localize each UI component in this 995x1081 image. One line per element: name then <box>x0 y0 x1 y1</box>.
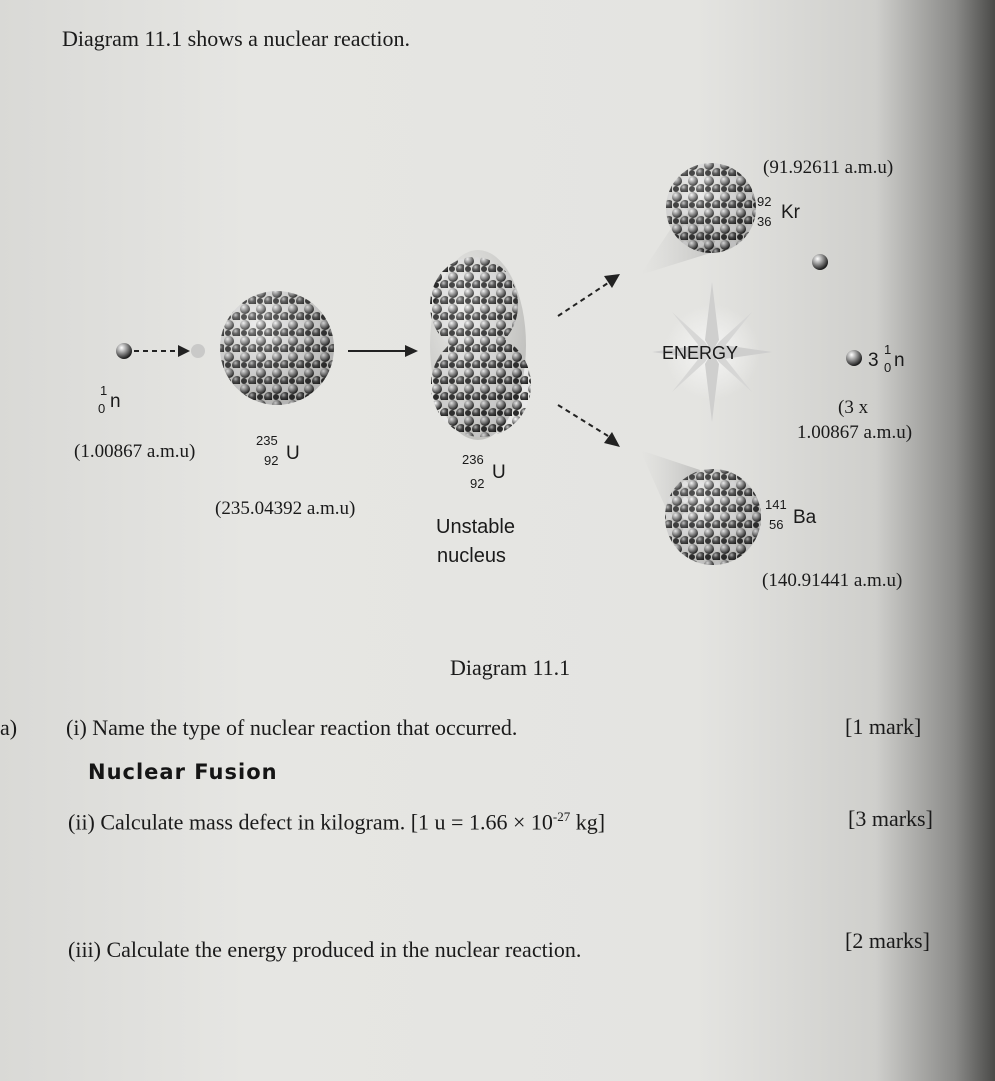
u235-letter: U <box>286 443 300 464</box>
three-neutrons-symbol <box>868 342 928 386</box>
u236-mass-number: 236 <box>462 452 484 467</box>
emitted-neutron <box>812 254 828 270</box>
uranium-235-symbol <box>256 433 316 473</box>
neutrons-coefficient: 3 <box>868 350 879 371</box>
question-1-text: (i) Name the type of nuclear reaction that occurred. <box>66 715 518 740</box>
question-1-marks: [1 mark] <box>845 714 922 739</box>
ba-mass-number: 141 <box>765 497 787 512</box>
nucleus-label: nucleus <box>437 545 506 567</box>
neutrons-atomic-number: 0 <box>884 360 892 375</box>
three-neutrons-icon <box>846 350 862 366</box>
energy-label: ENERGY <box>662 343 739 363</box>
u235-atomic-number: 92 <box>264 453 279 468</box>
neutron-in-symbol <box>98 383 128 423</box>
krypton-symbol <box>757 194 817 234</box>
neutron-in-mass: (1.00867 a.m.u) <box>74 441 196 462</box>
u236-atomic-number: 92 <box>470 476 485 491</box>
incoming-neutron <box>116 343 132 359</box>
arrow-to-krypton <box>558 283 608 316</box>
neutrons-mass-line1: (3 x <box>838 397 869 418</box>
page-heading: Diagram 11.1 shows a nuclear reaction. <box>62 26 411 51</box>
u235-mass-number: 235 <box>256 433 278 448</box>
neutron-in-atomic-number: 0 <box>98 401 106 416</box>
neutron-arrowhead <box>178 345 190 357</box>
question-3-marks: [2 marks] <box>845 928 930 953</box>
question-2-marks: [3 marks] <box>848 806 933 831</box>
neutron-ghost <box>191 344 205 358</box>
part-label: a) <box>0 715 18 740</box>
diagram-caption: Diagram 11.1 <box>450 655 571 680</box>
question-2-text <box>68 809 605 835</box>
question-2-text-suffix: kg] <box>570 809 606 835</box>
ba-letter: Ba <box>793 507 817 528</box>
question-3-text: (iii) Calculate the energy produced in the nuclear reaction. <box>68 937 582 962</box>
question-2-text-prefix: (ii) Calculate mass defect in kilogram. [1 u = 1.66 × 10 <box>68 809 553 835</box>
barium-symbol <box>765 497 825 537</box>
kr-atomic-number: 36 <box>757 214 772 229</box>
arrow-to-barium <box>558 405 608 436</box>
kr-mass-number: 92 <box>757 194 772 209</box>
neutrons-mass-number: 1 <box>884 342 892 357</box>
unstable-label: Unstable <box>436 516 515 538</box>
kr-letter: Kr <box>781 202 800 223</box>
barium-mass: (140.91441 a.m.u) <box>762 570 903 591</box>
question-2-exponent: -27 <box>552 809 571 824</box>
neutron-in-letter: n <box>110 391 121 412</box>
handwritten-answer-1: Nuclear Fusion <box>88 760 278 784</box>
neutron-in-mass-number: 1 <box>100 383 108 398</box>
uranium-235-mass: (235.04392 a.m.u) <box>215 498 356 519</box>
neutrons-mass-line2: 1.00867 a.m.u) <box>797 422 913 443</box>
ba-atomic-number: 56 <box>769 517 784 532</box>
krypton-mass: (91.92611 a.m.u) <box>763 157 894 178</box>
uranium-236-symbol <box>462 452 522 492</box>
neutrons-letter: n <box>894 350 905 371</box>
u236-letter: U <box>492 462 506 483</box>
